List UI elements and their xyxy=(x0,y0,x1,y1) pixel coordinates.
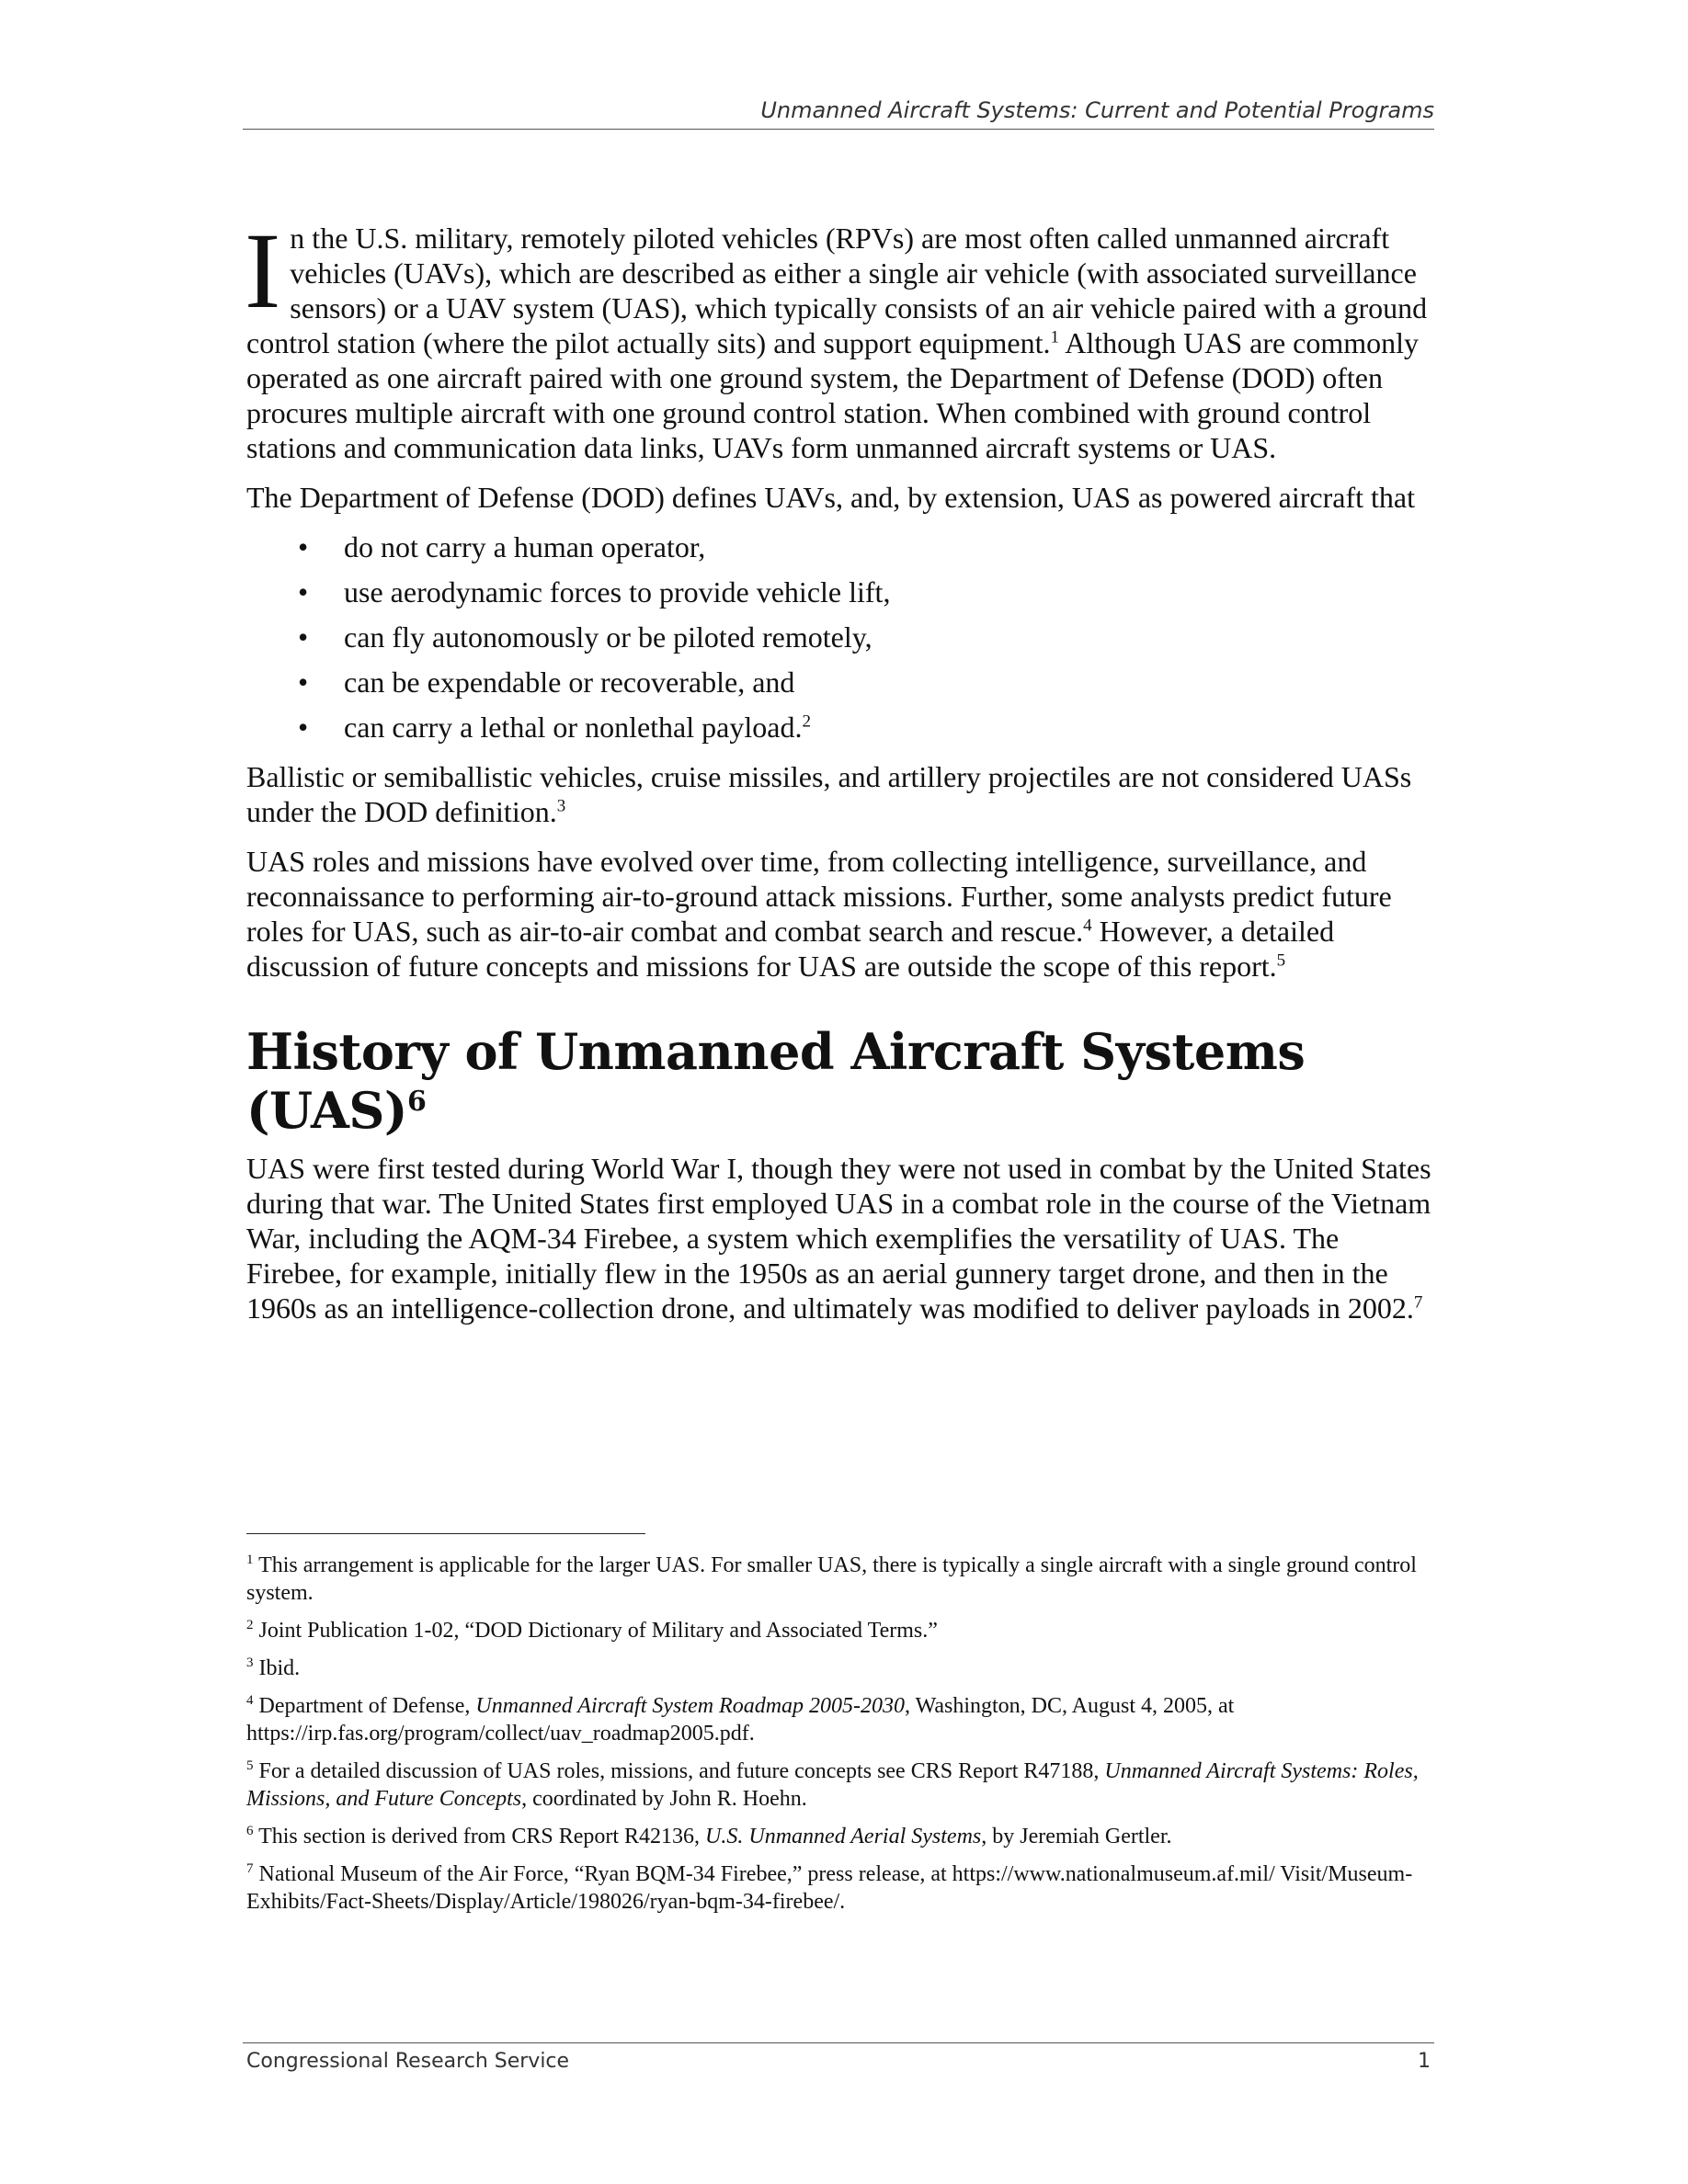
section-heading xyxy=(246,1022,1434,1140)
footer-publisher: Congressional Research Service xyxy=(246,2050,570,2073)
definition-bullet-list xyxy=(246,529,1434,745)
footnote-text: This section is derived from CRS Report R42136, xyxy=(258,1825,706,1848)
footnote-number: 1 xyxy=(246,1553,254,1567)
footnote-text[interactable]: National Museum of the Air Force, “Ryan BQM-34 Firebee,” press release, at https://www.nationalmuseum.af.mil/ Visit/Museum-Exhibits/Fact-Sheets/Display/Article/198026/ryan-bqm-34-firebee/. xyxy=(246,1862,1413,1914)
list-item-text: can fly autonomously or be piloted remotely, xyxy=(344,620,873,654)
footnote-number: 4 xyxy=(246,1693,254,1708)
list-item xyxy=(246,665,1434,700)
footnote-ref-4[interactable]: 4 xyxy=(1083,916,1092,936)
footnote-text: Department of Defense, xyxy=(258,1694,476,1718)
footnote-6 xyxy=(246,1823,1434,1850)
list-item-text: can carry a lethal or nonlethal payload. xyxy=(344,711,803,744)
footnote-number: 5 xyxy=(246,1758,254,1773)
intro-text: n the U.S. military, remotely piloted vehicles (RPVs) are most often called unmanned aircraft vehicles (UAVs), which are described as either a single air vehicle (with associated surveillance sensors) or a UAV system (UAS), which typically consists of an air vehicle paired with a ground control station (where the pilot actually sits) and support equipment. xyxy=(246,222,1428,359)
footnote-3 xyxy=(246,1655,1434,1682)
intro-text-continued: Although UAS are commonly operated as one aircraft paired with one ground system, the Department of Defense (DOD) often procures multiple aircraft with one ground control station. When combined with ground control stations and communication data links, UAVs form unmanned aircraft systems or UAS. xyxy=(246,326,1420,464)
footnote-number: 2 xyxy=(246,1618,254,1632)
footnote-ref-3[interactable]: 3 xyxy=(556,796,566,816)
bullet-icon: • xyxy=(298,620,309,654)
footnote-text: Joint Publication 1-02, “DOD Dictionary of Military and Associated Terms.” xyxy=(258,1619,938,1643)
list-item xyxy=(246,620,1434,654)
footnote-citation-title: Unmanned Aircraft Systems: Roles, Missions, and Future Concepts xyxy=(246,1759,1419,1811)
paragraph-text: Ballistic or semiballistic vehicles, cruise missiles, and artillery projectiles are not considered UASs under the DOD definition. xyxy=(246,760,1412,828)
footnote-ref-5[interactable]: 5 xyxy=(1276,950,1286,971)
list-item xyxy=(246,574,1434,609)
footnote-5 xyxy=(246,1757,1434,1813)
footnote-text-continued[interactable]: , Washington, DC, August 4, 2005, at https://irp.fas.org/program/collect/uav_roadmap2005.pdf. xyxy=(246,1694,1235,1746)
footnote-text-continued: , coordinated by John R. Hoehn. xyxy=(521,1787,807,1811)
bullet-icon: • xyxy=(298,575,309,609)
list-item-text: use aerodynamic forces to provide vehicle lift, xyxy=(344,575,891,609)
footnotes xyxy=(246,1552,1434,1926)
footnote-ref-2[interactable]: 2 xyxy=(802,711,811,732)
footnote-ref-6[interactable]: 6 xyxy=(406,1086,427,1118)
body-text xyxy=(245,210,1434,1340)
page-number: 1 xyxy=(1418,2050,1431,2073)
intro-paragraph xyxy=(245,210,1434,465)
definition-lead: The Department of Defense (DOD) defines UAVs, and, by extension, UAS as powered aircraft that xyxy=(246,481,1416,514)
footnote-text: Ibid. xyxy=(258,1656,301,1680)
header-rule xyxy=(243,129,1434,130)
footnote-1 xyxy=(246,1552,1434,1607)
footnote-rule xyxy=(246,1533,645,1534)
list-item-text: can be expendable or recoverable, and xyxy=(344,665,795,699)
footnote-ref-1[interactable]: 1 xyxy=(1050,327,1059,347)
footnote-number: 6 xyxy=(246,1824,254,1838)
paragraph-text: UAS were first tested during World War I, though they were not used in combat by the United States during that war. The United States first employed UAS in a combat role in the course of the Vietnam War, including the AQM-34 Firebee, a system which exemplifies the versatility of UAS. The Firebee, for example, initially flew in the 1950s as an aerial gunnery target drone, and then in the 1960s as an intelligence-collection drone, and ultimately was modified to deliver payloads in 2002. xyxy=(246,1152,1431,1325)
list-item xyxy=(246,710,1434,745)
bullet-icon: • xyxy=(298,530,309,563)
footnote-text: This arrangement is applicable for the larger UAS. For smaller UAS, there is typically a single aircraft with a single ground control system. xyxy=(246,1553,1417,1605)
list-item xyxy=(246,529,1434,564)
footnote-ref-7[interactable]: 7 xyxy=(1413,1292,1423,1313)
ballistic-paragraph xyxy=(246,759,1434,829)
footnote-7 xyxy=(246,1860,1434,1916)
footer-rule xyxy=(243,2042,1434,2043)
footnote-text-continued: , by Jeremiah Gertler. xyxy=(981,1825,1172,1848)
drop-cap: I xyxy=(245,210,281,331)
footnote-citation-title: U.S. Unmanned Aerial Systems xyxy=(705,1825,982,1848)
section-heading-text: History of Unmanned Aircraft Systems (UAS) xyxy=(246,1022,1306,1140)
paragraph-text-continued: However, a detailed discussion of future concepts and missions for UAS are outside the scope of this report. xyxy=(246,915,1335,983)
list-item-text: do not carry a human operator, xyxy=(344,530,706,563)
footnote-citation-title: Unmanned Aircraft System Roadmap 2005-2030 xyxy=(475,1694,906,1718)
footnote-2 xyxy=(246,1617,1434,1644)
footnote-4 xyxy=(246,1692,1434,1747)
footnote-number: 3 xyxy=(246,1655,254,1670)
bullet-icon: • xyxy=(298,711,309,744)
footnote-text: For a detailed discussion of UAS roles, missions, and future concepts see CRS Report R47188, xyxy=(258,1759,1105,1783)
paragraph-text: UAS roles and missions have evolved over time, from collecting intelligence, surveillance, and reconnaissance to performing air-to-ground attack missions. Further, some analysts predict future roles for UAS, such as air-to-air combat and combat search and rescue. xyxy=(246,845,1392,948)
running-header: Unmanned Aircraft Systems: Current and Potential Programs xyxy=(760,97,1434,123)
bullet-icon: • xyxy=(298,665,309,699)
roles-paragraph xyxy=(246,844,1434,984)
footnote-number: 7 xyxy=(246,1861,254,1876)
history-paragraph xyxy=(246,1151,1434,1325)
